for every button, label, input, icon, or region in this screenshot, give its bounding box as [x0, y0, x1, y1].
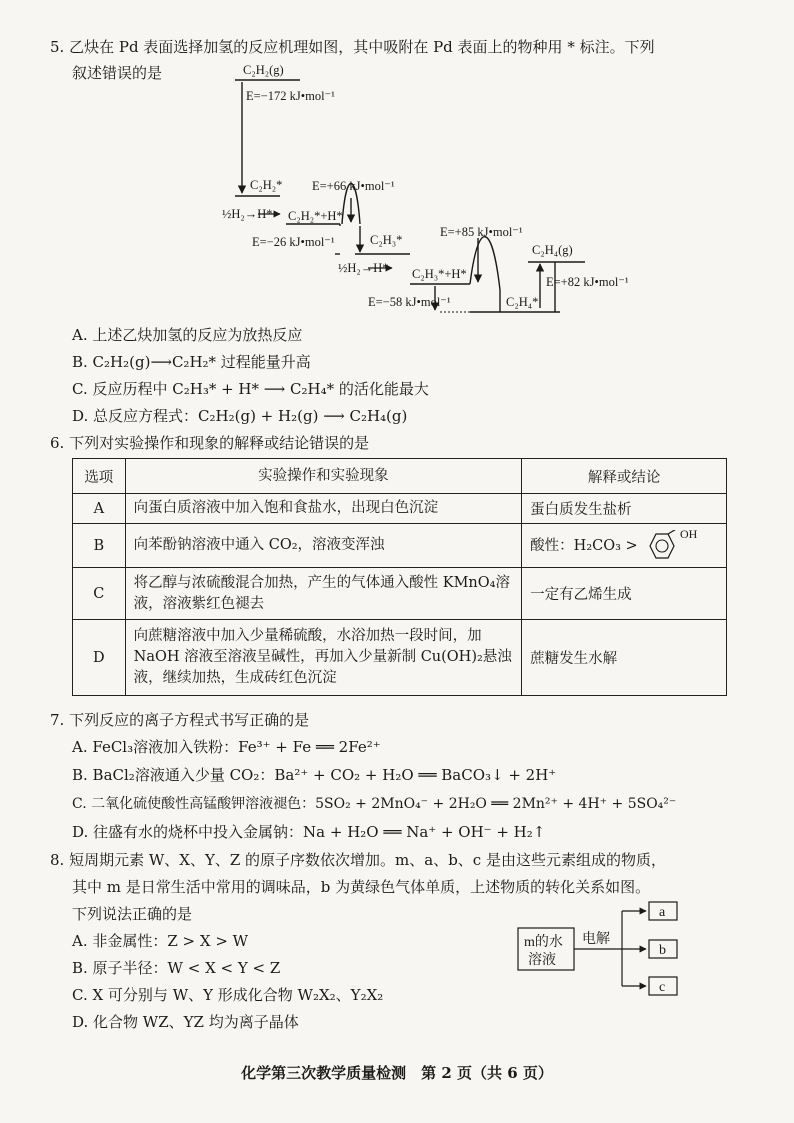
q8-stem-line3: 下列说法正确的是: [72, 905, 193, 923]
flow-node-a: a: [659, 905, 666, 920]
cell-opt: C: [73, 568, 126, 620]
label-c2h2sh: C₂H₂*+H*: [288, 209, 343, 223]
header-explanation: 解释或结论: [522, 459, 727, 494]
q7-option-a: A. FeCl₃溶液加入铁粉：Fe³⁺ + Fe ══ 2Fe²⁺: [72, 738, 381, 756]
cell-ex: 一定有乙烯生成: [522, 568, 727, 620]
label-e5: E=−58 kJ•mol⁻¹: [368, 295, 451, 309]
energy-diagram: [0, 0, 794, 330]
q7-option-c: C. 二氧化硫使酸性高锰酸钾溶液褪色：5SO₂ + 2MnO₄⁻ + 2H₂O ══ 2Mn²⁺ + 4H⁺ + 5SO₄²⁻: [72, 796, 677, 812]
cell-op: 将乙醇与浓硫酸混合加热，产生的气体通入酸性 KMnO₄溶液，溶液紫红色褪去: [125, 568, 522, 620]
flow-box-line1: m的水: [524, 935, 563, 950]
cell-ex-phenol: [522, 524, 727, 568]
q8-option-d: D. 化合物 WZ、YZ 均为离子晶体: [72, 1013, 299, 1031]
oh-label: OH: [680, 529, 698, 541]
label-h2h1: ½H₂→H*: [222, 207, 273, 221]
flow-node-b: b: [659, 943, 666, 958]
q6-table: [72, 458, 727, 696]
page-footer: 化学第三次教学质量检测 第 2 页（共 6 页）: [241, 1064, 553, 1082]
q5-option-a: A. 上述乙炔加氢的反应为放热反应: [72, 326, 303, 344]
q7-option-d: D. 往盛有水的烧杯中投入金属钠：Na + H₂O ══ Na⁺ + OH⁻ + H₂↑: [72, 823, 546, 841]
label-c2h3s: C₂H₃*: [370, 233, 403, 247]
q8-option-b: B. 原子半径：W < X < Y < Z: [72, 959, 281, 977]
cell-opt: B: [73, 524, 126, 568]
cell-opt: D: [73, 620, 126, 696]
label-c2h2s: C₂H₂*: [250, 178, 283, 192]
q6-stem: 6. 下列对实验操作和现象的解释或结论错误的是: [50, 434, 370, 452]
cell-ex-text: 酸性：H₂CO₃ >: [530, 537, 638, 554]
table-row: [73, 494, 727, 524]
label-e4: E=+85 kJ•mol⁻¹: [440, 225, 523, 239]
q8-stem-line1: 8. 短周期元素 W、X、Y、Z 的原子序数依次增加。m、a、b、c 是由这些元素组成的物质，: [50, 851, 666, 869]
cell-op: 向蔗糖溶液中加入少量稀硫酸，水浴加热一段时间，加 NaOH 溶液至溶液呈碱性，再加入少量新制 Cu(OH)₂悬浊液，继续加热，生成砖红色沉淀: [125, 620, 522, 696]
q7-option-b: B. BaCl₂溶液通入少量 CO₂：Ba²⁺ + CO₂ + H₂O ══ BaCO₃↓ + 2H⁺: [72, 766, 557, 784]
label-e6: E=+82 kJ•mol⁻¹: [546, 275, 629, 289]
table-row: [73, 568, 727, 620]
header-operation: 实验操作和实验现象: [125, 459, 522, 494]
label-c2h2g: C₂H₂(g): [243, 63, 284, 77]
label-c2h4s: C₂H₄*: [506, 295, 539, 309]
header-option: 选项: [73, 459, 126, 494]
q7-stem: 7. 下列反应的离子方程式书写正确的是: [50, 711, 310, 729]
q5-stem-line1: 5. 乙炔在 Pd 表面选择加氢的反应机理如图，其中吸附在 Pd 表面上的物种用 * 标注。下列: [50, 38, 655, 56]
label-c2h4g: C₂H₄(g): [532, 243, 573, 257]
table-row: [73, 620, 727, 696]
cell-op: 向蛋白质溶液中加入饱和食盐水，出现白色沉淀: [125, 494, 522, 524]
q5-option-c: C. 反应历程中 C₂H₃* + H* ⟶ C₂H₄* 的活化能最大: [72, 380, 429, 398]
table-row: [73, 524, 727, 568]
cell-ex: 蔗糖发生水解: [522, 620, 727, 696]
q8-stem-line2: 其中 m 是日常生活中常用的调味品，b 为黄绿色气体单质，上述物质的转化关系如图。: [72, 878, 651, 896]
label-e1: E=−172 kJ•mol⁻¹: [246, 89, 335, 103]
q5-option-b: B. C₂H₂(g)⟶C₂H₂* 过程能量升高: [72, 353, 311, 371]
q5-option-d: D. 总反应方程式：C₂H₂(g) + H₂(g) ⟶ C₂H₄(g): [72, 407, 408, 425]
label-c2h3sh: C₂H₃*+H*: [412, 267, 467, 281]
cell-opt: A: [73, 494, 126, 524]
q5-stem-line2: 叙述错误的是: [72, 64, 163, 82]
label-e2: E=+66 kJ•mol⁻¹: [312, 179, 395, 193]
flow-arrow-label: 电解: [582, 932, 610, 947]
flow-box-line2: 溶液: [528, 953, 556, 968]
flow-node-c: c: [659, 980, 666, 995]
label-h2h2: ½H₂→H*: [338, 261, 389, 275]
table-header: [73, 459, 727, 494]
cell-op: 向苯酚钠溶液中通入 CO₂，溶液变浑浊: [125, 524, 522, 568]
q8-option-a: A. 非金属性：Z > X > W: [72, 932, 249, 950]
label-e3: E=−26 kJ•mol⁻¹: [252, 235, 335, 249]
cell-ex: 蛋白质发生盐析: [522, 494, 727, 524]
phenol-structure-icon: [642, 530, 702, 562]
q8-option-c: C. X 可分别与 W、Y 形成化合物 W₂X₂、Y₂X₂: [72, 986, 384, 1004]
